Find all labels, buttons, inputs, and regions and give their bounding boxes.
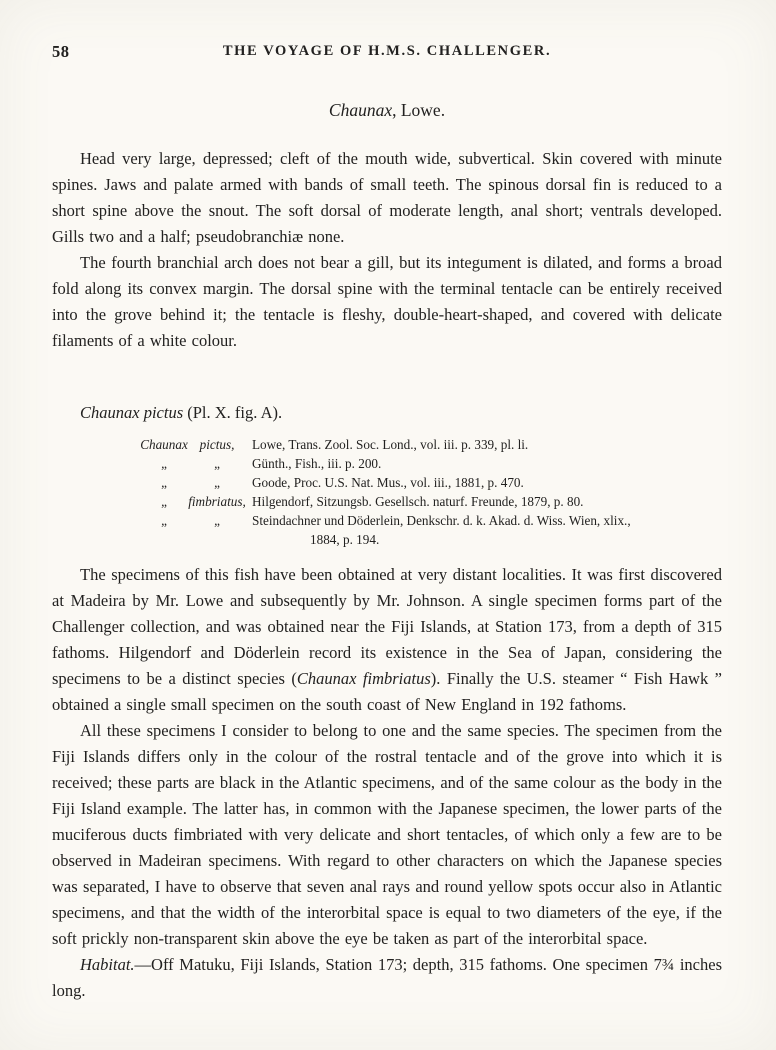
paragraph-description-1: Head very large, depressed; cleft of the mouth wide, subvertical. Skin covered with minute spines. Jaws and palate armed with bands of small teeth. The spinous dorsal fin is reduced to a short spine above the snout. The soft dorsal of moderate length, anal short; ventrals developed. Gills two and a half; pseudobranchiæ none.: [52, 149, 722, 246]
synonymy-row: [140, 511, 722, 530]
synonymy-reference: Steindachner und Döderlein, Denkschr. d. k. Akad. d. Wiss. Wien, xlix.,: [252, 513, 631, 528]
synonymy-ditto: „: [161, 456, 167, 471]
synonymy-genus: Chaunax: [140, 437, 188, 452]
synonymy-ditto: „: [161, 513, 167, 528]
discussion-text: The specimens of this fish have been obtained at very distant localities. It was first discovered at Madeira by Mr. Lowe and subsequently by Mr. Johnson. A single specimen forms part of the Challenger collection, and was obtained near the Fiji Islands, at Station 173, from a depth of 315 fathoms. Hilgendorf and Döderlein record its existence in the Sea of Japan, considering the specimens to be a distinct species (: [52, 565, 722, 688]
section-title: [52, 100, 722, 121]
page-header: [52, 42, 722, 64]
genus-name: Chaunax: [328, 100, 393, 120]
paragraph-description-2: The fourth branchial arch does not bear a gill, but its integument is dilated, and forms a broad fold along its convex margin. The dorsal spine with the terminal tentacle can be entirely received into the grove behind it; the tentacle is fleshy, double-heart-shaped, and covered with delicate filaments of a white colour.: [52, 253, 722, 350]
species-name: Chaunax pictus: [80, 403, 184, 422]
synonymy-ditto: „: [161, 494, 167, 509]
synonymy-reference: Günth., Fish., iii. p. 200.: [252, 456, 382, 471]
synonymy-reference: Lowe, Trans. Zool. Soc. Lond., vol. iii. p. 339, pl. li.: [252, 437, 529, 452]
synonymy-ditto: „: [161, 475, 167, 490]
synonymy-reference: Goode, Proc. U.S. Nat. Mus., vol. iii., 1881, p. 470.: [252, 475, 524, 490]
synonymy-ditto: „: [214, 475, 220, 490]
synonymy-reference: Hilgendorf, Sitzungsb. Gesellsch. naturf. Freunde, 1879, p. 80.: [252, 494, 584, 509]
synonymy-row: [140, 454, 722, 473]
synonymy-row: [140, 473, 722, 492]
genus-author: , Lowe.: [392, 100, 446, 120]
synonymy-list: [140, 435, 722, 549]
paragraph-discussion-2: All these specimens I consider to belong to one and the same species. The specimen from the Fiji Islands differs only in the colour of the rostral tentacle and of the grove into which it is received; these parts are black in the Atlantic specimens, and of the same colour as the body in the Fiji Island example. The latter has, in common with the Japanese specimen, the lower parts of the muciferous ducts fimbriated with very delicate and short tentacles, of which only a few are to be observed in Madeiran specimens. With regard to other characters on which the Japanese species was separated, I have to observe that seven anal rays and round yellow spots occur also in Atlantic specimens, and that the width of the interorbital space is equal to two diameters of the eye, if the soft prickly non-transparent skin above the eye be taken as part of the interorbital space.: [52, 721, 722, 948]
running-title: THE VOYAGE OF H.M.S. CHALLENGER.: [222, 43, 552, 59]
discussion-text: ). Finally the U.S. steamer “ Fish Hawk ” obtained a single small specimen on the south coast of New England in 192 fathoms.: [52, 669, 722, 714]
species-heading: [52, 400, 722, 426]
synonymy-species: pictus,: [199, 437, 235, 452]
habitat-label: Habitat.: [80, 955, 135, 974]
page-number: 58: [52, 42, 70, 61]
paragraph-habitat: [52, 952, 722, 1004]
synonymy-species: fimbriatus,: [188, 494, 246, 509]
synonymy-reference-continuation: 1884, p. 194.: [310, 532, 380, 547]
synonymy-ditto: „: [214, 456, 220, 471]
synonymy-ditto: „: [214, 513, 220, 528]
synonymy-row: [140, 435, 722, 454]
species-name-inline: Chaunax fimbriatus: [296, 669, 431, 688]
species-plate-ref: (Pl. X. fig. A).: [183, 403, 283, 422]
habitat-text: —Off Matuku, Fiji Islands, Station 173; depth, 315 fathoms. One specimen 7¾ inches long.: [52, 955, 722, 1000]
synonymy-row: [140, 492, 722, 511]
paragraph-discussion-1: [52, 562, 722, 718]
